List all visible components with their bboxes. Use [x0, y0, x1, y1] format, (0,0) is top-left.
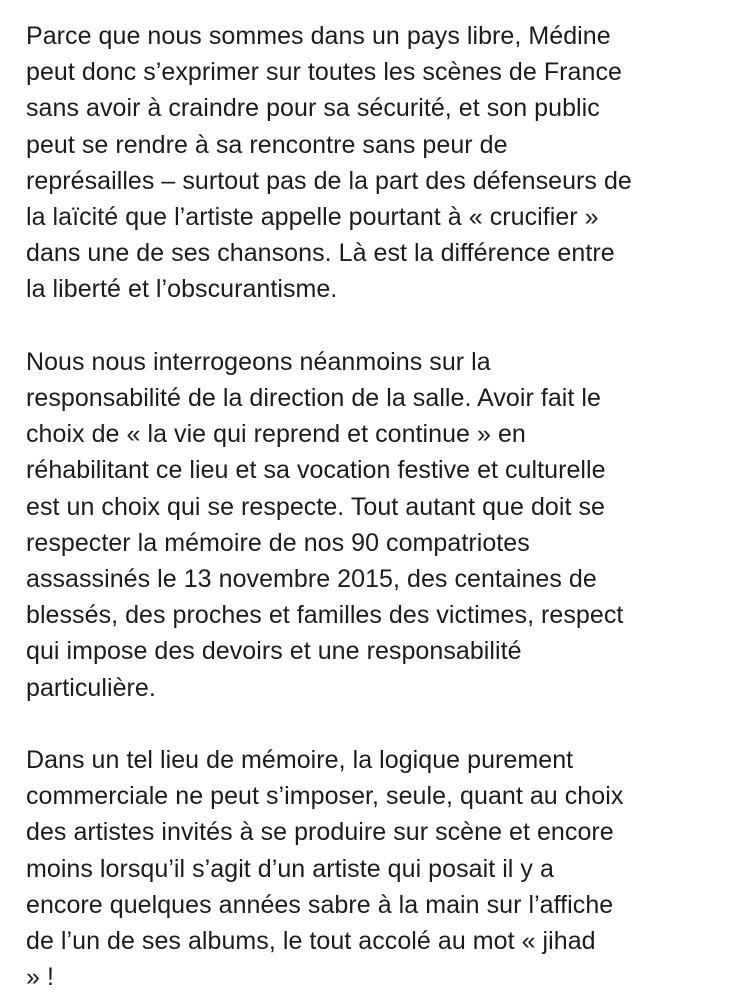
- text-line: réhabilitant ce lieu et sa vocation festive et culturelle: [26, 456, 606, 485]
- text-line: encore quelques années sabre à la main sur l’affiche: [26, 890, 614, 919]
- text-line: respecter la mémoire de nos 90 compatriotes: [26, 528, 530, 557]
- text-line: blessés, des proches et familles des victimes, respect: [26, 601, 624, 630]
- text-line: dans une de ses chansons. Là est la différence entre: [26, 239, 615, 268]
- text-line: commerciale ne peut s’imposer, seule, quant au choix: [26, 782, 624, 811]
- paragraph-gap: [26, 706, 736, 742]
- text-line: » !: [26, 963, 54, 992]
- text-line: choix de « la vie qui reprend et continue » en: [26, 420, 526, 449]
- text-line: sans avoir à craindre pour sa sécurité, et son public: [26, 94, 600, 123]
- text-line: responsabilité de la direction de la salle. Avoir fait le: [26, 384, 601, 413]
- document-body: [26, 18, 736, 995]
- text-line: Dans un tel lieu de mémoire, la logique purement: [26, 746, 574, 775]
- text-line: la liberté et l’obscurantisme.: [26, 275, 338, 304]
- text-line: est un choix qui se respecte. Tout autant que doit se: [26, 492, 605, 521]
- text-line: représailles – surtout pas de la part des défenseurs de: [26, 166, 632, 195]
- text-line: qui impose des devoirs et une responsabilité: [26, 637, 522, 666]
- text-line: moins lorsqu’il s’agit d’un artiste qui posait il y a: [26, 854, 554, 883]
- text-line: peut donc s’exprimer sur toutes les scènes de France: [26, 58, 622, 87]
- text-line: des artistes invités à se produire sur scène et encore: [26, 818, 614, 847]
- text-line: peut se rendre à sa rencontre sans peur de: [26, 130, 508, 159]
- text-line: particulière.: [26, 673, 156, 702]
- text-line: Nous nous interrogeons néanmoins sur la: [26, 347, 491, 376]
- text-line: de l’un de ses albums, le tout accolé au mot « jihad: [26, 927, 596, 956]
- paragraph-gap: [26, 308, 736, 344]
- text-line: la laïcité que l’artiste appelle pourtant à « crucifier »: [26, 203, 599, 232]
- text-line: Parce que nous sommes dans un pays libre, Médine: [26, 22, 611, 50]
- text-line: assassinés le 13 novembre 2015, des centaines de: [26, 565, 597, 594]
- paragraph-2: [26, 344, 736, 706]
- paragraph-3: [26, 742, 736, 995]
- paragraph-1: [26, 18, 736, 308]
